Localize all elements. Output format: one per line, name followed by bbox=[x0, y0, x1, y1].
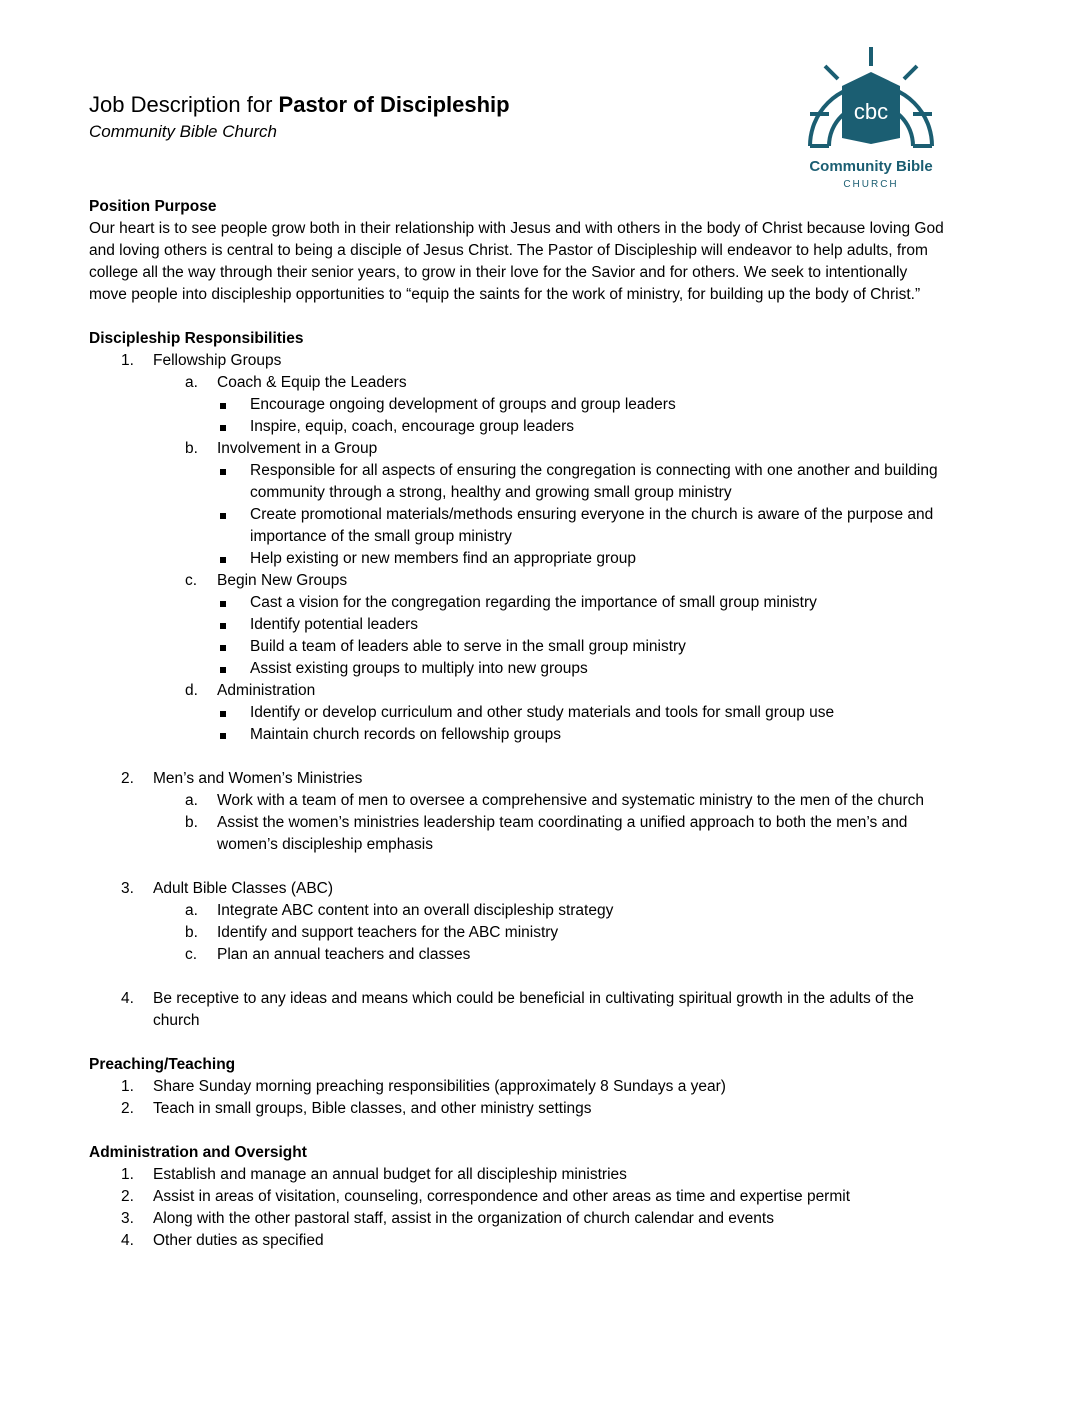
list-text: Help existing or new members find an appropriate group bbox=[250, 550, 636, 567]
bullet-item bbox=[89, 724, 999, 746]
bullet-marker bbox=[220, 425, 226, 431]
bullet-marker bbox=[220, 513, 226, 519]
bullet-marker bbox=[220, 733, 226, 739]
list-text: Begin New Groups bbox=[217, 572, 348, 589]
list-text: Cast a vision for the congregation regarding the importance of small group ministry bbox=[250, 594, 817, 611]
bullet-item bbox=[89, 658, 999, 680]
list-marker: 2. bbox=[121, 1188, 134, 1205]
list-text: Assist in areas of visitation, counseling, correspondence and other areas as time and expertise permit bbox=[153, 1188, 851, 1205]
list-marker: b. bbox=[185, 440, 198, 457]
spacer bbox=[89, 856, 999, 878]
bullet-item bbox=[89, 614, 999, 636]
list-marker: 2. bbox=[121, 770, 134, 787]
bullet-marker bbox=[220, 469, 226, 475]
list-item bbox=[89, 878, 999, 900]
position-purpose-section bbox=[89, 196, 999, 306]
list-text: Encourage ongoing development of groups and group leaders bbox=[250, 396, 676, 413]
list-text: church bbox=[153, 1012, 200, 1029]
section-heading: Preaching/Teaching bbox=[89, 1056, 236, 1073]
spacer bbox=[89, 746, 999, 768]
list-text: Teach in small groups, Bible classes, and other ministry settings bbox=[153, 1100, 592, 1117]
list-text: Work with a team of men to oversee a comprehensive and systematic ministry to the men of the church bbox=[217, 792, 924, 809]
list-text: Plan an annual teachers and classes bbox=[217, 946, 471, 963]
bullet-marker bbox=[220, 645, 226, 651]
bullet-item bbox=[89, 394, 999, 416]
list-item bbox=[89, 1230, 999, 1252]
purpose-line: and loving others is central to being a disciple of Jesus Christ. The Pastor of Discipleship will endeavor to help adults, from bbox=[89, 242, 928, 259]
purpose-line: Our heart is to see people grow both in their relationship with Jesus and with others in the body of Christ because loving God bbox=[89, 220, 944, 237]
purpose-paragraph bbox=[89, 218, 999, 306]
list-item bbox=[89, 1186, 999, 1208]
logo-name: Community Bible bbox=[809, 158, 933, 175]
bullet-item bbox=[89, 592, 999, 614]
section-heading: Position Purpose bbox=[89, 198, 217, 215]
bullet-item bbox=[89, 636, 999, 658]
list-item bbox=[89, 768, 999, 790]
list-item bbox=[89, 1208, 999, 1230]
list-marker: 3. bbox=[121, 880, 134, 897]
list-marker: c. bbox=[185, 572, 198, 589]
discipleship-list bbox=[89, 350, 999, 1032]
sub-item bbox=[89, 790, 999, 812]
title-prefix: Job Description for bbox=[89, 92, 279, 117]
bullet-marker bbox=[220, 623, 226, 629]
page-title bbox=[89, 90, 999, 120]
logo-mark: cbc bbox=[853, 99, 889, 124]
list-text: Fellowship Groups bbox=[153, 352, 282, 369]
bullet-marker bbox=[220, 557, 226, 563]
preaching-list bbox=[89, 1076, 999, 1120]
discipleship-responsibilities-section bbox=[89, 328, 999, 1032]
list-text: Adult Bible Classes (ABC) bbox=[153, 880, 334, 897]
list-marker: 3. bbox=[121, 1210, 134, 1227]
list-marker: d. bbox=[185, 682, 198, 699]
bullet-item bbox=[89, 548, 999, 570]
bullet-item bbox=[89, 504, 999, 526]
list-text: Maintain church records on fellowship groups bbox=[250, 726, 562, 743]
bullet-marker bbox=[220, 403, 226, 409]
list-marker: c. bbox=[185, 946, 198, 963]
list-text: Establish and manage an annual budget for all discipleship ministries bbox=[153, 1166, 627, 1183]
list-text-continuation bbox=[89, 526, 999, 548]
bullet-marker bbox=[220, 667, 226, 673]
sub-item bbox=[89, 944, 999, 966]
list-text: Administration bbox=[217, 682, 316, 699]
sub-item bbox=[89, 922, 999, 944]
sub-item bbox=[89, 372, 999, 394]
page-subtitle: Community Bible Church bbox=[89, 122, 278, 141]
list-text-continuation bbox=[89, 1010, 999, 1032]
sub-item bbox=[89, 812, 999, 834]
list-marker: 1. bbox=[121, 352, 134, 369]
list-item bbox=[89, 1098, 999, 1120]
list-item bbox=[89, 350, 999, 372]
list-text: Identify potential leaders bbox=[250, 616, 419, 633]
list-item bbox=[89, 1164, 999, 1186]
list-text: Men’s and Women’s Ministries bbox=[153, 770, 363, 787]
list-marker: a. bbox=[185, 792, 198, 809]
sub-item bbox=[89, 438, 999, 460]
bullet-item bbox=[89, 702, 999, 724]
list-item bbox=[89, 1076, 999, 1098]
list-marker: b. bbox=[185, 814, 198, 831]
section-heading: Administration and Oversight bbox=[89, 1144, 307, 1161]
bullet-item bbox=[89, 416, 999, 438]
administration-list bbox=[89, 1164, 999, 1252]
list-text: Coach & Equip the Leaders bbox=[217, 374, 407, 391]
sub-item bbox=[89, 900, 999, 922]
list-text: Build a team of leaders able to serve in the small group ministry bbox=[250, 638, 686, 655]
section-heading: Discipleship Responsibilities bbox=[89, 330, 304, 347]
spacer bbox=[89, 966, 999, 988]
purpose-line: college all the way through their senior years, to grow in their love for the Savior and for others. We seek to intentionally bbox=[89, 264, 908, 281]
sub-item bbox=[89, 570, 999, 592]
bullet-marker bbox=[220, 711, 226, 717]
logo-tagline: CHURCH bbox=[843, 179, 899, 190]
list-marker: 4. bbox=[121, 990, 134, 1007]
list-text: importance of the small group ministry bbox=[250, 528, 512, 545]
list-text: Assist existing groups to multiply into new groups bbox=[250, 660, 588, 677]
list-text: Along with the other pastoral staff, assist in the organization of church calendar and events bbox=[153, 1210, 774, 1227]
purpose-line: move people into discipleship opportunities to “equip the saints for the work of ministry, for building up the body of Christ.” bbox=[89, 286, 921, 303]
list-text: Assist the women’s ministries leadership team coordinating a unified approach to both the men’s and bbox=[217, 814, 908, 831]
list-text: Integrate ABC content into an overall discipleship strategy bbox=[217, 902, 614, 919]
list-text-continuation bbox=[89, 834, 999, 856]
list-item bbox=[89, 988, 999, 1010]
list-text: Involvement in a Group bbox=[217, 440, 378, 457]
list-marker: a. bbox=[185, 374, 198, 391]
list-text: Be receptive to any ideas and means which could be beneficial in cultivating spiritual growth in the adults of the bbox=[153, 990, 914, 1007]
list-text: Create promotional materials/methods ensuring everyone in the church is aware of the purpose and bbox=[250, 506, 934, 523]
list-marker: 2. bbox=[121, 1100, 134, 1117]
preaching-teaching-section bbox=[89, 1054, 999, 1120]
list-text: Identify or develop curriculum and other study materials and tools for small group use bbox=[250, 704, 835, 721]
list-text: Other duties as specified bbox=[153, 1232, 324, 1249]
list-text: Responsible for all aspects of ensuring the congregation is connecting with one another and building bbox=[250, 462, 938, 479]
list-marker: 1. bbox=[121, 1078, 134, 1095]
sub-item bbox=[89, 680, 999, 702]
job-description-document bbox=[89, 90, 999, 1252]
administration-section bbox=[89, 1142, 999, 1252]
list-marker: b. bbox=[185, 924, 198, 941]
list-text: Share Sunday morning preaching responsibilities (approximately 8 Sundays a year) bbox=[153, 1078, 726, 1095]
list-marker: 4. bbox=[121, 1232, 134, 1249]
list-marker: a. bbox=[185, 902, 198, 919]
list-text-continuation bbox=[89, 482, 999, 504]
list-text: Identify and support teachers for the ABC ministry bbox=[217, 924, 559, 941]
bullet-marker bbox=[220, 601, 226, 607]
list-marker: 1. bbox=[121, 1166, 134, 1183]
list-text: Inspire, equip, coach, encourage group leaders bbox=[250, 418, 574, 435]
bullet-item bbox=[89, 460, 999, 482]
list-text: women’s discipleship emphasis bbox=[217, 836, 433, 853]
title-position: Pastor of Discipleship bbox=[278, 92, 510, 117]
list-text: community through a strong, healthy and growing small group ministry bbox=[250, 484, 732, 501]
